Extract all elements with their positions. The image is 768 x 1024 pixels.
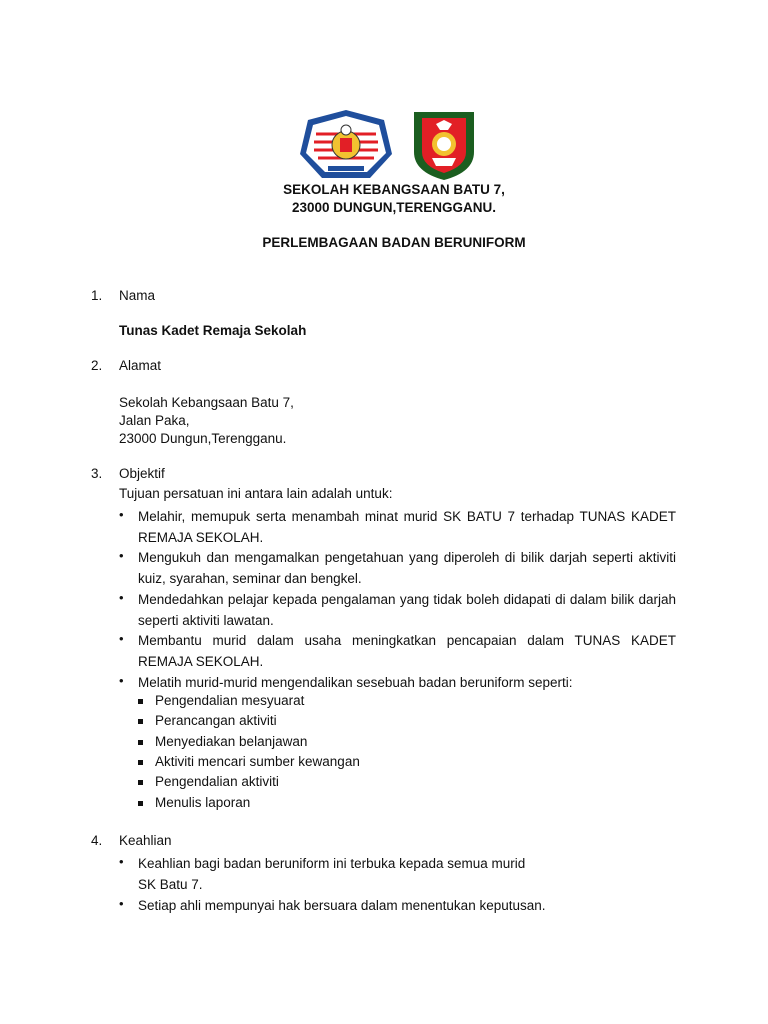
bullet-icon: • <box>119 673 124 688</box>
square-bullet-icon <box>138 740 143 745</box>
bullet-icon: • <box>119 854 124 869</box>
bullet-icon: • <box>119 590 124 605</box>
bullet-icon: • <box>119 507 124 522</box>
list-item-text: Melatih murid-murid mengendalikan sesebuah badan beruniform seperti: <box>138 675 573 690</box>
list-item-text: Setiap ahli mempunyai hak bersuara dalam menentukan keputusan. <box>138 898 546 913</box>
section-heading-nama: Nama <box>119 288 156 303</box>
sub-list-item-text: Pengendalian mesyuarat <box>155 693 305 708</box>
address-line: 23000 Dungun,Terengganu. <box>119 431 287 446</box>
list-item-text: Membantu murid dalam usaha meningkatkan pencapaian dalam TUNAS KADET REMAJA SEKOLAH. <box>138 633 676 669</box>
sub-list-item-text: Pengendalian aktiviti <box>155 774 279 789</box>
header-logos <box>298 108 488 182</box>
square-bullet-icon <box>138 801 143 806</box>
school-crest-icon <box>298 108 394 182</box>
section-number: 2. <box>91 358 103 373</box>
list-item-text: Keahlian bagi badan beruniform ini terbuka kepada semua murid <box>138 856 526 871</box>
section-number: 4. <box>91 833 103 848</box>
list-item-text: Mendedahkan pelajar kepada pengalaman yang tidak boleh didapati di dalam bilik darjah seperti aktiviti lawatan. <box>138 592 676 628</box>
square-bullet-icon <box>138 780 143 785</box>
document-title: PERLEMBAGAAN BADAN BERUNIFORM <box>262 235 526 250</box>
list-item-text: Mengukuh dan mengamalkan pengetahuan yang diperoleh di bilik darjah seperti aktiviti kuiz, syarahan, seminar dan bengkel. <box>138 550 676 586</box>
sub-list-item-text: Menyediakan belanjawan <box>155 734 308 749</box>
bullet-icon: • <box>119 548 124 563</box>
square-bullet-icon <box>138 719 143 724</box>
school-name: SEKOLAH KEBANGSAAN BATU 7, <box>283 182 505 197</box>
bullet-icon: • <box>119 631 124 646</box>
list-item-text: SK Batu 7. <box>138 877 203 892</box>
sub-list-item-text: Menulis laporan <box>155 795 251 810</box>
section-heading-objektif: Objektif <box>119 466 165 481</box>
address-line: Jalan Paka, <box>119 413 190 428</box>
section-heading-keahlian: Keahlian <box>119 833 172 848</box>
square-bullet-icon <box>138 699 143 704</box>
sub-list-item-text: Aktiviti mencari sumber kewangan <box>155 754 360 769</box>
school-address: 23000 DUNGUN,TERENGGANU. <box>291 200 497 215</box>
shield-crest-icon <box>408 108 480 182</box>
section-heading-alamat: Alamat <box>119 358 162 373</box>
sub-list-item-text: Perancangan aktiviti <box>155 713 277 728</box>
nama-value: Tunas Kadet Remaja Sekolah <box>119 323 307 338</box>
list-item-text: Melahir, memupuk serta menambah minat murid SK BATU 7 terhadap TUNAS KADET REMAJA SEKOLAH. <box>138 509 676 545</box>
section-number: 1. <box>91 288 103 303</box>
square-bullet-icon <box>138 760 143 765</box>
objektif-intro: Tujuan persatuan ini antara lain adalah untuk: <box>119 486 393 501</box>
section-number: 3. <box>91 466 103 481</box>
bullet-icon: • <box>119 896 124 911</box>
address-line: Sekolah Kebangsaan Batu 7, <box>119 395 294 410</box>
